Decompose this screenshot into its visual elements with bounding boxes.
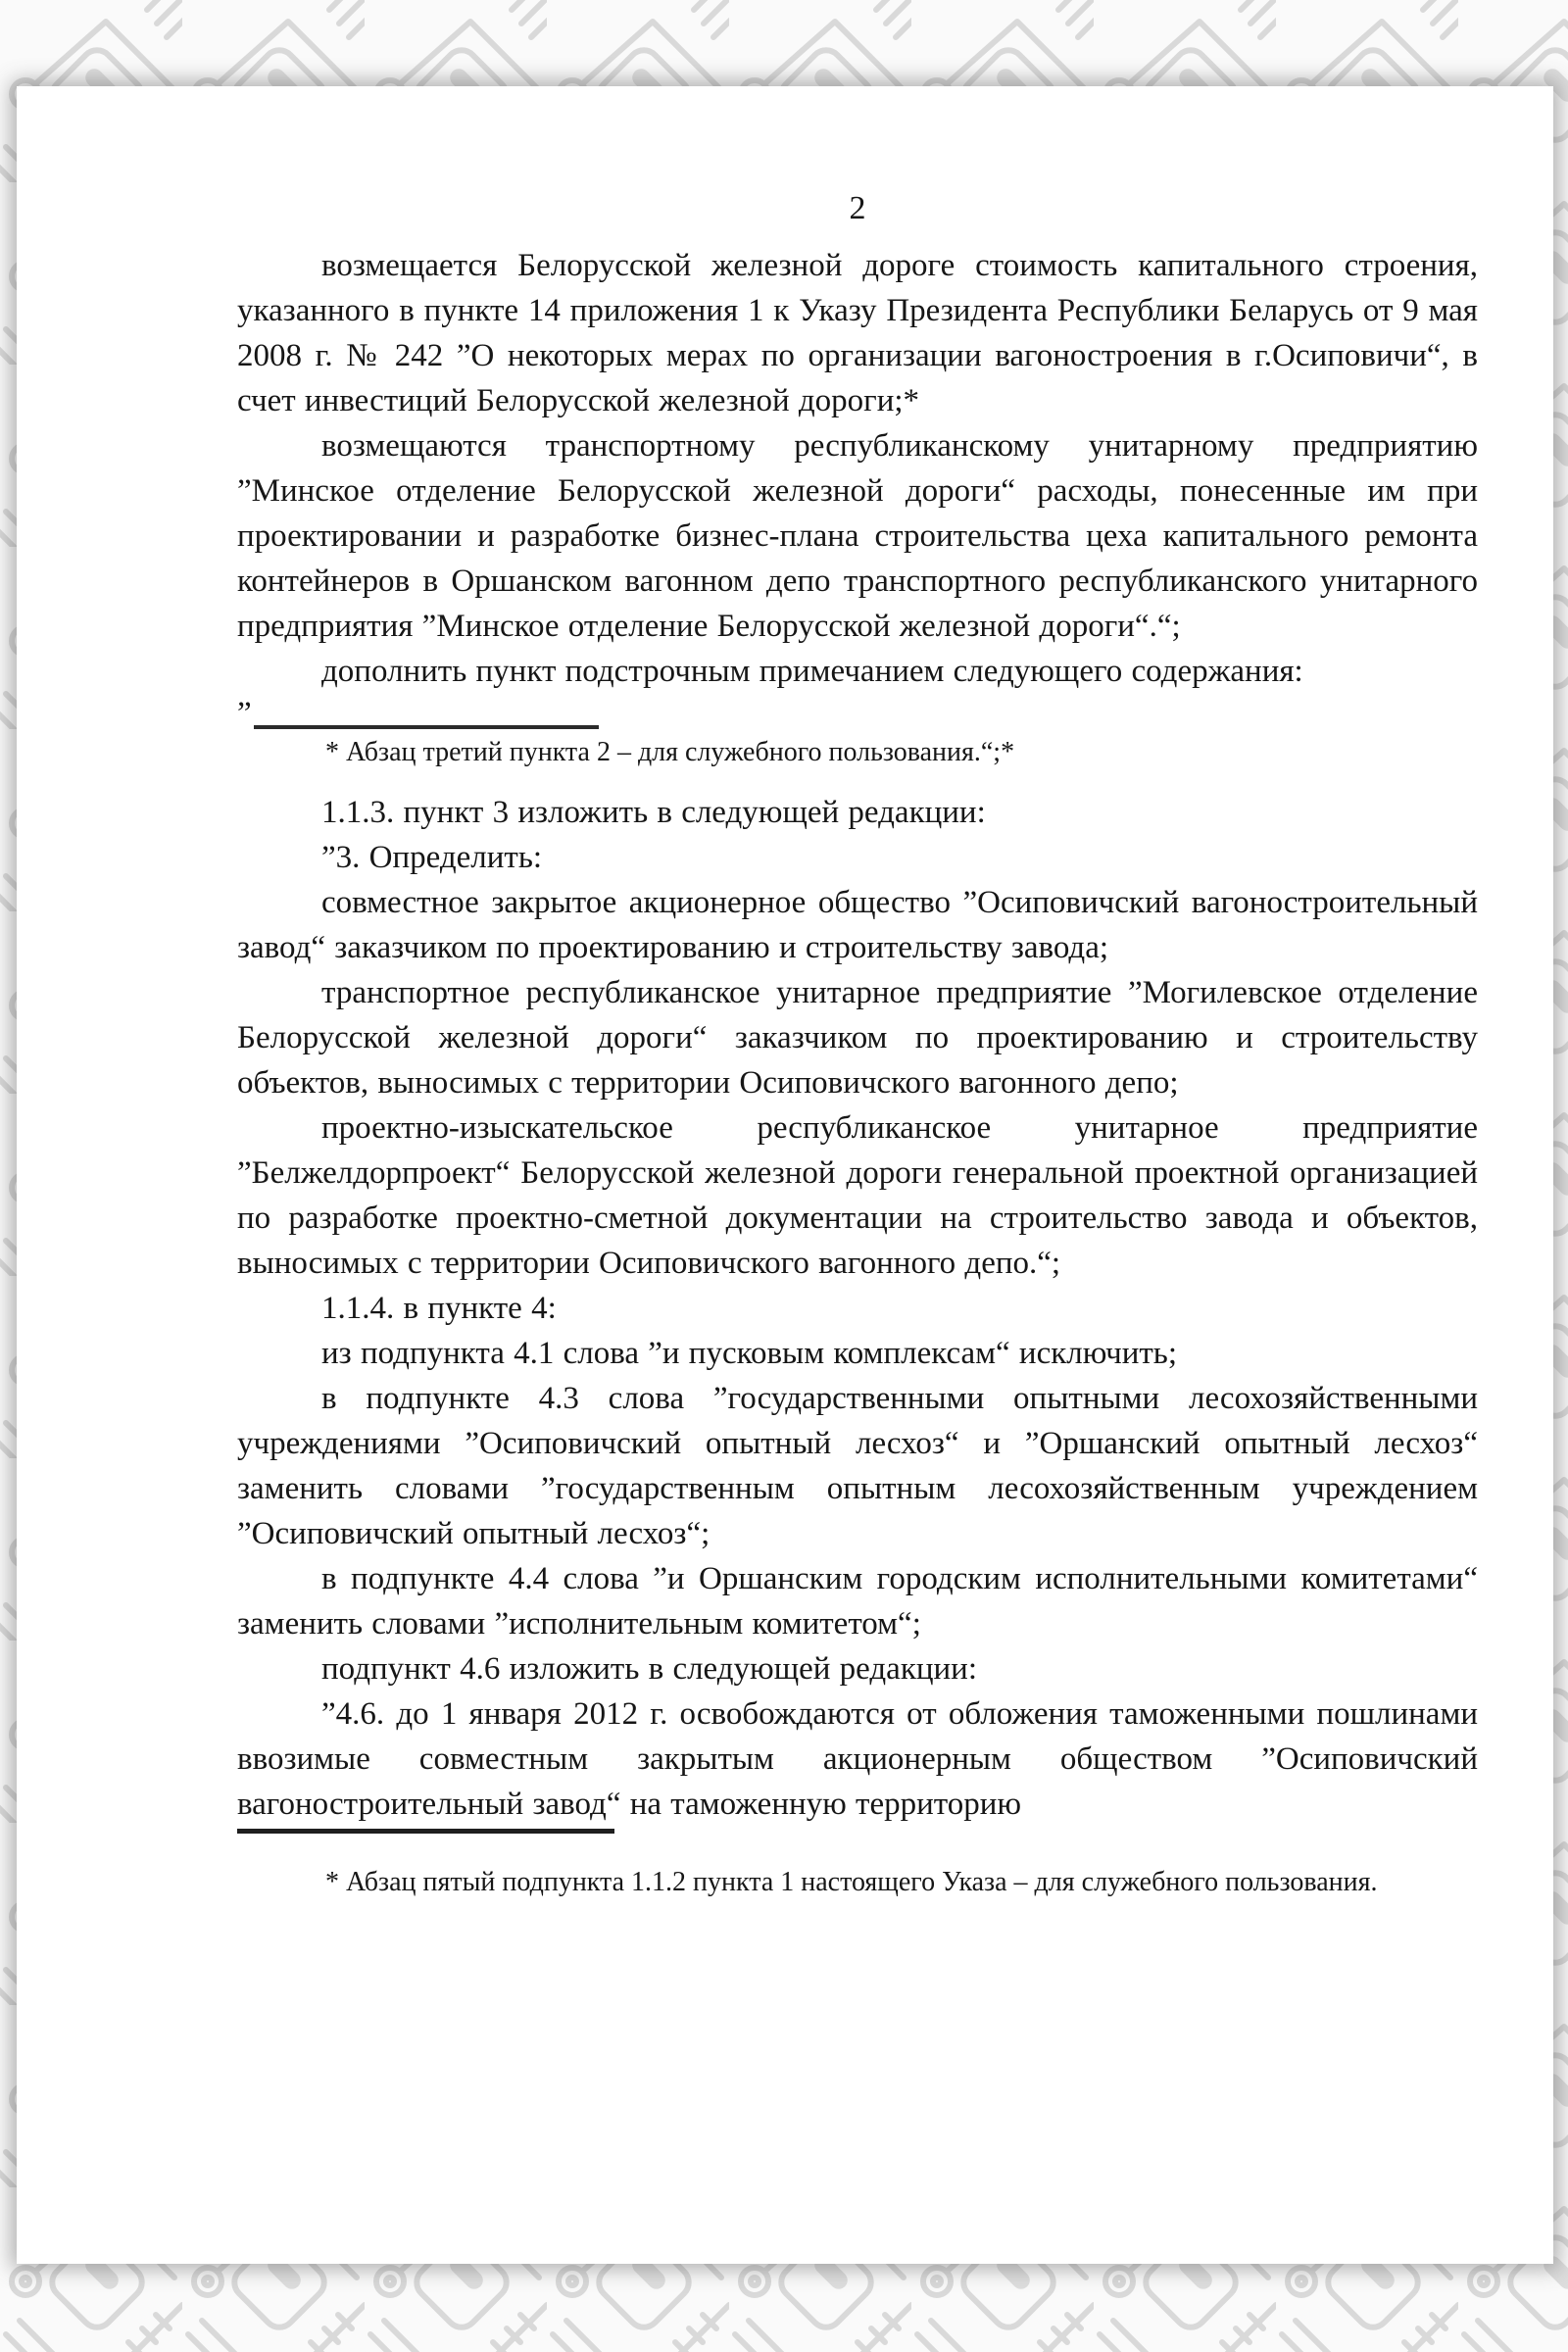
paragraph-1-1-4: 1.1.4. в пункте 4: (321, 1291, 557, 1326)
paragraph-mogilev-branch-customer: транспортное республиканское унитарное предприятие ”Могилевское отделение Белорусской железной дороги“ заказчиком по проектированию и строительству объектов, выносимых с территории Осиповичского вагонного депо; (237, 975, 1478, 1101)
paragraph-joint-company-customer: совместное закрытое акционерное общество ”Осиповичский вагоностроительный завод“ заказчиком по проектированию и строительству завода; (237, 885, 1478, 965)
paragraph-subpoint-4-6-instruction: подпункт 4.6 изложить в следующей редакции: (321, 1651, 978, 1687)
paragraph-subpoint-4-3: в подпункте 4.3 слова ”государственными опытными лесохозяйственными учреждениями ”Осиповичский опытный лесхоз“ и ”Оршанский опытный лесхоз“ заменить словами ”государственным опытным лесохозяйственным учреждением ”Осиповичский опытный лесхоз“; (237, 1381, 1478, 1551)
opening-quote: ” (237, 696, 252, 731)
page-footnote-separator (237, 1829, 614, 1834)
footnote-separator-underline (254, 700, 599, 729)
paragraph-belzheldorproekt: проектно-изыскательское республиканское унитарное предприятие ”Белжелдорпроект“ Белорусской железной дороги генеральной проектной организацией по разработке проектно-сметной документации на строительство завода и объектов, выносимых с территории Осиповичского вагонного депо.“; (237, 1110, 1478, 1281)
document-page (17, 86, 1553, 2264)
page-footnote-text: * Абзац пятый подпункта 1.1.2 пункта 1 настоящего Указа – для служебного пользования. (325, 1867, 1378, 1897)
paragraph-compensation-railway: возмещается Белорусской железной дороге стоимость капитального строения, указанного в пункте 14 приложения 1 к Указу Президента Республики Беларусь от 9 мая 2008 г. № 242 ”О некоторых мерах по организации вагоностроения в г.Осиповичи“, в счет инвестиций Белорусской железной дороги;* (237, 248, 1478, 418)
inline-footnote-text: * Абзац третий пункта 2 – для служебного пользования.“;* (325, 737, 1015, 767)
paragraph-1-1-3: 1.1.3. пункт 3 изложить в следующей редакции: (321, 795, 986, 830)
paragraph-subpoint-4-6-text: ”4.6. до 1 января 2012 г. освобождаются от обложения таможенными пошлинами ввозимые совместным закрытым акционерным обществом ”Осиповичский вагоностроительный завод“ на таможенную территорию (237, 1696, 1478, 1822)
page-number: 2 (849, 190, 866, 226)
footnote-insert-line (237, 694, 1478, 733)
paragraph-subpoint-4-4: в подпункте 4.4 слова ”и Оршанским городским исполнительными комитетами“ заменить словами ”исполнительным комитетом“; (237, 1561, 1478, 1642)
paragraph-add-footnote-instruction: дополнить пункт подстрочным примечанием следующего содержания: (321, 654, 1303, 689)
paragraph-compensation-minsk-branch: возмещаются транспортному республиканскому унитарному предприятию ”Минское отделение Белорусской железной дороги“ расходы, понесенные им при проектировании и разработке бизнес-плана строительства цеха капитального ремонта контейнеров в Оршанском вагонном депо транспортного республиканского унитарного предприятия ”Минское отделение Белорусской железной дороги“.“; (237, 428, 1478, 644)
paragraph-subpoint-4-1: из подпункта 4.1 слова ”и пусковым комплексам“ исключить; (321, 1336, 1178, 1371)
paragraph-point-3-define: ”3. Определить: (321, 840, 543, 875)
